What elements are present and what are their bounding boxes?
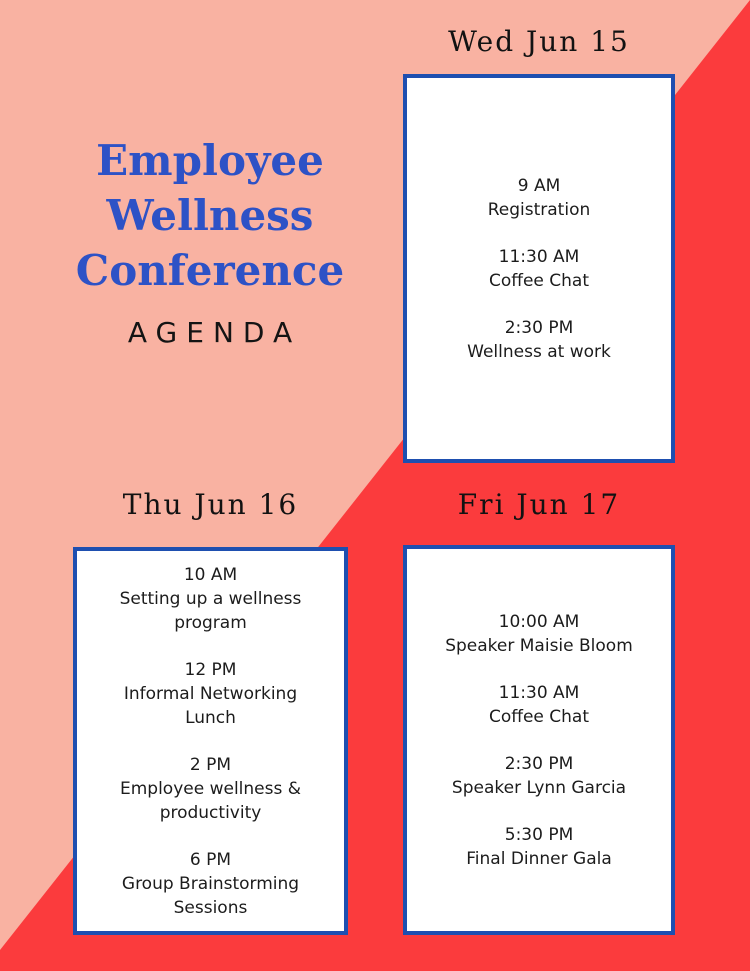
schedule-entry — [108, 563, 313, 635]
entry-event: Setting up a wellness program — [119, 588, 302, 633]
entry-event: Employee wellness & productivity — [119, 778, 301, 823]
schedule-entry — [108, 658, 313, 730]
agenda-subtitle: AGENDA — [127, 316, 302, 349]
schedule-entry — [467, 316, 611, 364]
day-header-wed-jun-15: Wed Jun 15 — [448, 25, 630, 58]
entry-event: Wellness at work — [467, 341, 611, 362]
schedule-entry — [489, 245, 589, 293]
schedule-entry — [466, 823, 612, 871]
entry-time: 2 PM — [189, 754, 232, 775]
entry-time: 11:30 AM — [498, 246, 580, 267]
schedule-entry — [489, 681, 589, 729]
schedule-entry — [108, 848, 313, 920]
entry-event: Coffee Chat — [488, 270, 590, 291]
day-header-fri-jun-17: Fri Jun 17 — [457, 488, 621, 521]
conference-title-line-2: Wellness — [106, 191, 314, 240]
conference-title-line-3: Conference — [75, 246, 345, 295]
schedule-entry — [108, 753, 313, 825]
schedule-card-thu-jun-16 — [73, 547, 348, 935]
entry-time: 12 PM — [184, 659, 237, 680]
entry-event: Coffee Chat — [488, 706, 590, 727]
entry-event: Group Brainstorming Sessions — [121, 873, 300, 918]
schedule-card-fri-jun-17 — [403, 545, 675, 935]
entry-event: Final Dinner Gala — [466, 848, 612, 869]
schedule-entry — [445, 610, 633, 658]
entry-event: Speaker Maisie Bloom — [445, 635, 633, 656]
schedule-entry — [488, 174, 591, 222]
entry-time: 10:00 AM — [498, 611, 580, 632]
schedule-entry — [452, 752, 626, 800]
entry-time: 10 AM — [183, 564, 238, 585]
schedule-card-wed-jun-15 — [403, 74, 675, 463]
entry-event: Registration — [487, 199, 591, 220]
entry-time: 11:30 AM — [498, 682, 580, 703]
day-header-thu-jun-16: Thu Jun 16 — [122, 488, 299, 521]
conference-title-block — [0, 133, 420, 349]
entry-event: Informal Networking Lunch — [123, 683, 298, 728]
entry-time: 2:30 PM — [504, 753, 574, 774]
conference-title-line-1: Employee — [96, 136, 324, 185]
entry-time: 5:30 PM — [504, 824, 574, 845]
entry-time: 2:30 PM — [504, 317, 574, 338]
entry-event: Speaker Lynn Garcia — [451, 777, 627, 798]
entry-time: 6 PM — [189, 849, 232, 870]
entry-time: 9 AM — [517, 175, 561, 196]
